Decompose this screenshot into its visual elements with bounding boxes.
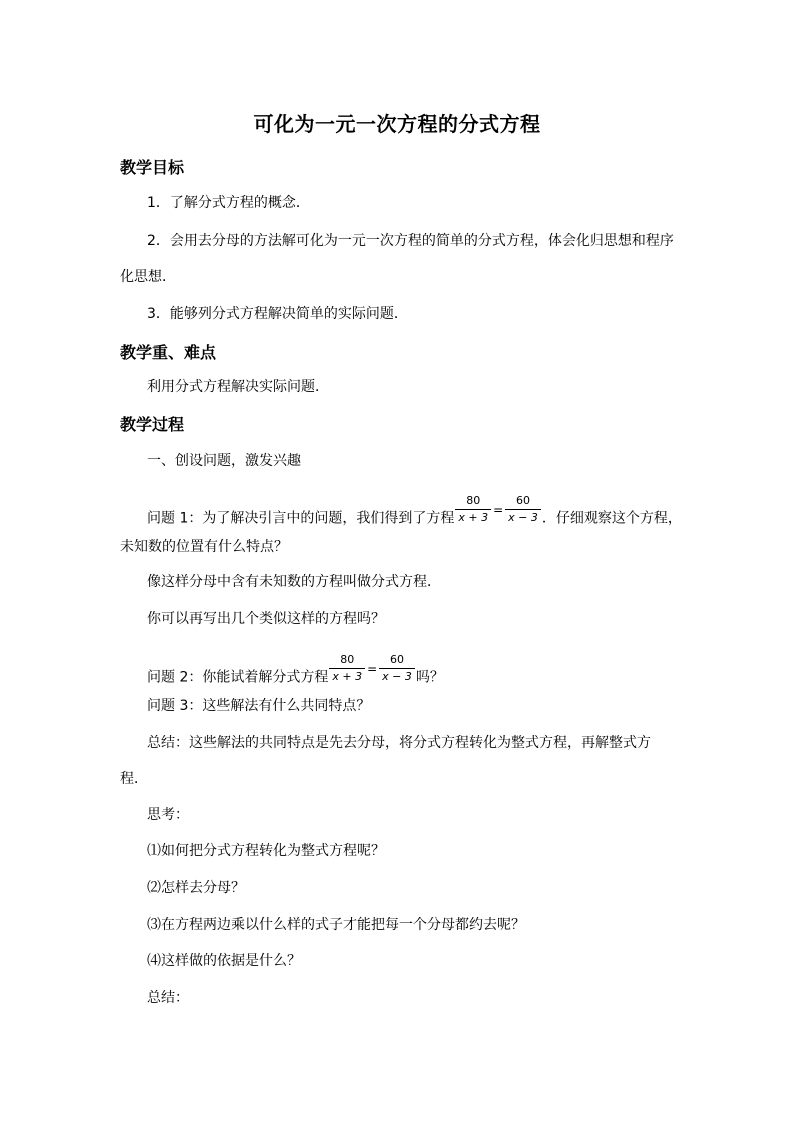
question-1-cont: 未知数的位置有什么特点？ [120,539,288,555]
equals-sign: = [493,502,504,517]
summary-1: 总结：这些解法的共同特点是先去分母，将分式方程转化为整式方程，再解整式方 [147,735,651,751]
fraction-right-2-numerator: 60 [379,653,415,669]
equals-sign-2: = [367,661,378,676]
question-2 [147,653,444,693]
fractional-equation-definition: 像这样分母中含有未知数的方程叫做分式方程． [147,574,441,590]
question-1-prefix: 问题 1：为了解决引言中的问题，我们得到了方程 [147,510,455,527]
fraction-left-denominator: x + 3 [458,511,489,524]
fraction-left-numerator: 80 [455,494,491,510]
question-3: 问题 3：这些解法有什么共同特点？ [147,698,371,714]
goal-2-cont: 化思想． [120,269,176,285]
heading-process: 教学过程 [120,415,185,434]
fraction-right-denominator: x − 3 [508,511,538,524]
equation-1 [454,494,542,525]
heading-key-points: 教学重、难点 [120,343,217,362]
question-2-prefix: 问题 2：你能试着解分式方程 [147,669,329,686]
summary-2: 总结： [147,990,189,1006]
goal-3: 3．能够列分式方程解决简单的实际问题． [147,306,408,322]
fraction-left-2 [329,653,365,684]
equation-2 [328,653,416,684]
fraction-right-2-denominator: x − 3 [382,670,412,683]
fraction-left-2-denominator: x + 3 [332,670,363,683]
think-item-1: ⑴如何把分式方程转化为整式方程呢？ [147,843,385,859]
summary-1-cont: 程． [120,771,148,787]
goal-2: 2．会用去分母的方法解可化为一元一次方程的简单的分式方程，体会化归思想和程序 [147,233,674,249]
fraction-right-numerator: 60 [505,494,541,510]
goal-1: 1．了解分式方程的概念． [147,195,310,211]
question-2-suffix: 吗？ [415,669,444,686]
think-item-2: ⑵怎样去分母？ [147,880,245,896]
fraction-right-2 [379,653,415,684]
think-item-4: ⑷这样做的依据是什么？ [147,953,301,969]
page-title: 可化为一元一次方程的分式方程 [253,112,541,136]
fraction-left-2-numerator: 80 [329,653,365,669]
write-similar-prompt: 你可以再写出几个类似这样的方程吗？ [147,611,385,627]
heading-goals: 教学目标 [120,158,185,177]
key-points-text: 利用分式方程解决实际问题． [147,379,329,395]
question-1-suffix: ．仔细观察这个方程， [541,510,682,527]
fraction-right [505,494,541,525]
think-item-3: ⑶在方程两边乘以什么样的式子才能把每一个分母都约去呢？ [147,917,525,933]
question-1 [147,494,682,534]
think-label: 思考： [147,807,189,823]
process-step-1: 一、创设问题，激发兴趣 [147,453,301,469]
fraction-left [455,494,491,525]
